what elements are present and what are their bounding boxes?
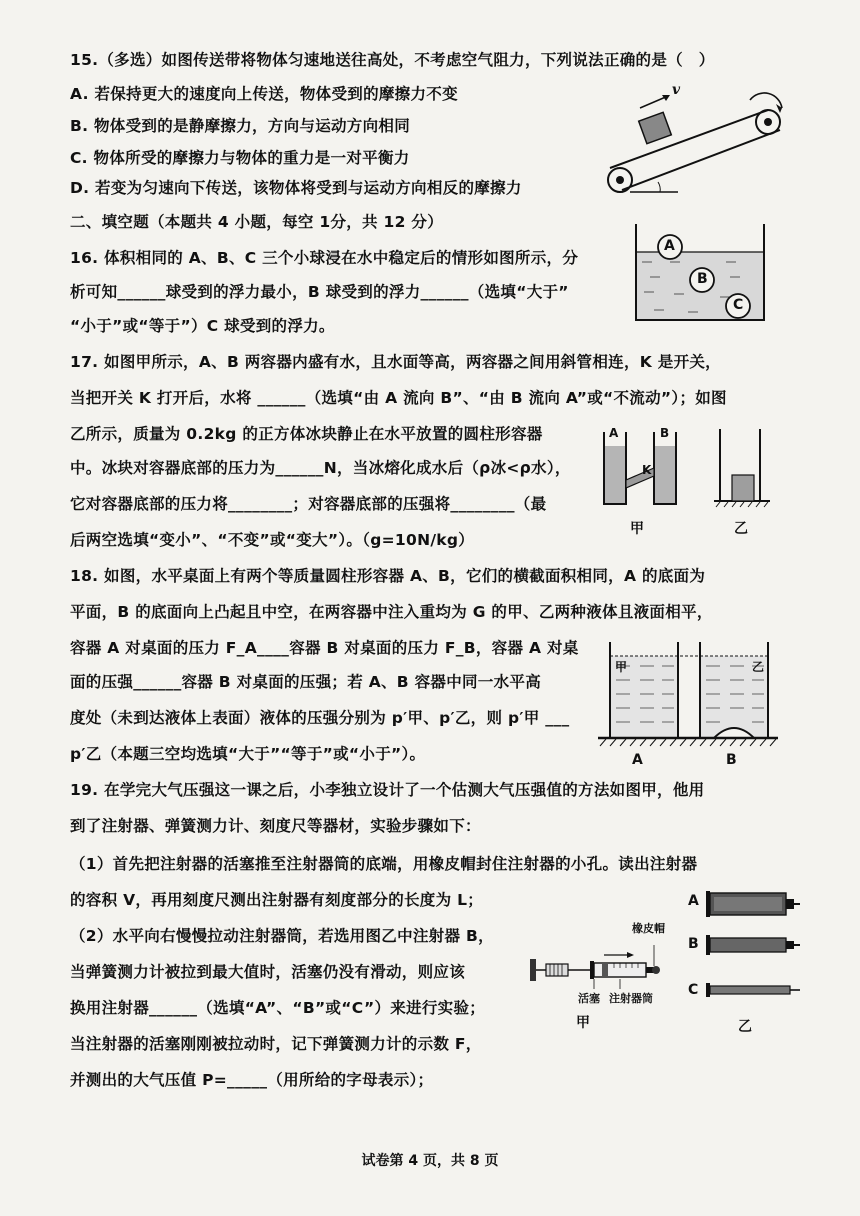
ball-c-label: C bbox=[733, 297, 744, 313]
liquid-jia-label: 甲 bbox=[615, 660, 628, 674]
q18-line-6: p′乙（本题三空均选填“大于”“等于”或“小于”）。 bbox=[70, 745, 426, 763]
liquid-yi-label: 乙 bbox=[752, 660, 765, 674]
ball-b-label: B bbox=[697, 271, 708, 287]
container-a-label: A bbox=[609, 426, 619, 440]
q19-line-2: 到了注射器、弹簧测力计、刻度尺等器材，实验步骤如下： bbox=[70, 817, 481, 835]
container-b-caption: B bbox=[726, 752, 737, 768]
q18-line-3: 容器 A 对桌面的压力 F_A____容器 B 对桌面的压力 F_B，容器 A 对桌 bbox=[70, 639, 579, 657]
q19-line-8: 当注射器的活塞刚刚被拉动时，记下弹簧测力计的示数 F， bbox=[70, 1035, 482, 1053]
q19-line-4: 的容积 V，再用刻度尺测出注射器有刻度部分的长度为 L； bbox=[70, 891, 484, 909]
container-b-label: B bbox=[660, 426, 670, 440]
q19-line-6: 当弹簧测力计被拉到最大值时，活塞仍没有滑动，则应该 bbox=[70, 963, 466, 981]
q15-option-a: A. 若保持更大的速度向上传送，物体受到的摩擦力不变 bbox=[70, 85, 458, 103]
q19-line-5: （2）水平向右慢慢拉动注射器筒，若选用图乙中注射器 B， bbox=[70, 927, 494, 945]
q15-option-c: C. 物体所受的摩擦力与物体的重力是一对平衡力 bbox=[70, 149, 410, 167]
q19-line-9: 并测出的大气压值 P=_____（用所给的字母表示）； bbox=[70, 1071, 434, 1089]
piston-label: 活塞 bbox=[578, 992, 600, 1005]
q17-line-5: 它对容器底部的压力将________；对容器底部的压强将________（最 bbox=[70, 495, 547, 513]
conveyor-belt-figure bbox=[600, 80, 785, 200]
page-footer: 试卷第 4 页，共 8 页 bbox=[361, 1153, 499, 1169]
q16-line-2: 析可知______球受到的浮力最小，B 球受到的浮力______（选填“大于” bbox=[70, 283, 569, 301]
q18-line-4: 面的压强______容器 B 对桌面的压强；若 A、B 容器中同一水平高 bbox=[70, 673, 542, 691]
syringes-abc-figure bbox=[702, 883, 802, 1008]
figure-yi-caption: 乙 bbox=[734, 521, 748, 537]
velocity-label: v bbox=[672, 82, 681, 98]
section-heading: 二、填空题（本题共 4 小题，每空 1分，共 12 分） bbox=[70, 213, 444, 231]
syringe-a-label: A bbox=[688, 893, 699, 909]
ice-container-figure bbox=[712, 425, 772, 510]
switch-k-label: K bbox=[642, 463, 652, 477]
q16-line-3: “小于”或“等于”）C 球受到的浮力。 bbox=[70, 317, 335, 335]
q18-line-1: 18. 如图，水平桌面上有两个等质量圆柱形容器 A、B，它们的横截面积相同，A 的底面为 bbox=[70, 567, 706, 585]
rubber-cap-label: 橡皮帽 bbox=[632, 922, 665, 935]
q17-line-6: 后两空选填“变小”、“不变”或“变大”）。（g=10N/kg） bbox=[70, 531, 475, 549]
q19-line-7: 换用注射器______（选填“A”、“B”或“C”）来进行实验； bbox=[70, 999, 486, 1017]
syringe-c-label: C bbox=[688, 982, 699, 998]
container-a-caption: A bbox=[632, 752, 643, 768]
figure-yi-caption-19: 乙 bbox=[738, 1019, 752, 1035]
q15-option-d: D. 若变为匀速向下传送，该物体将受到与运动方向相反的摩擦力 bbox=[70, 179, 522, 197]
q16-line-1: 16. 体积相同的 A、B、C 三个小球浸在水中稳定后的情形如图所示，分 bbox=[70, 249, 579, 267]
q17-line-1: 17. 如图甲所示，A、B 两容器内盛有水，且水面等高，两容器之间用斜管相连，K 是开关， bbox=[70, 353, 721, 371]
q18-line-2: 平面，B 的底面向上凸起且中空，在两容器中注入重均为 G 的甲、乙两种液体且液面相平， bbox=[70, 603, 713, 621]
q19-line-1: 19. 在学完大气压强这一课之后，小李独立设计了一个估测大气压强值的方法如图甲，他用 bbox=[70, 781, 705, 799]
q17-line-3: 乙所示，质量为 0.2kg 的正方体冰块静止在水平放置的圆柱形容器 bbox=[70, 425, 543, 443]
ball-a-label: A bbox=[664, 238, 675, 254]
barrel-label: 注射器筒 bbox=[609, 992, 653, 1005]
q17-line-2: 当把开关 K 打开后，水将 ______（选填“由 A 流向 B”、“由 B 流向 A”或“不流动”）；如图 bbox=[70, 389, 727, 407]
q15-option-b: B. 物体受到的是静摩擦力，方向与运动方向相同 bbox=[70, 117, 410, 135]
syringe-b-label: B bbox=[688, 936, 699, 952]
figure-jia-caption: 甲 bbox=[630, 521, 644, 537]
q15-title: 15.（多选）如图传送带将物体匀速地送往高处，不考虑空气阻力，下列说法正确的是（ ） bbox=[70, 51, 715, 69]
q18-line-5: 度处（未到达液体上表面）液体的压强分别为 p′甲、p′乙，则 p′甲 ___ bbox=[70, 709, 570, 727]
figure-jia-caption-19: 甲 bbox=[576, 1015, 590, 1031]
q19-line-3: （1）首先把注射器的活塞推至注射器筒的底端，用橡皮帽封住注射器的小孔。读出注射器 bbox=[70, 855, 698, 873]
q17-line-4: 中。冰块对容器底部的压力为______N，当冰熔化成水后（ρ冰<ρ水）， bbox=[70, 459, 571, 477]
two-containers-figure bbox=[596, 638, 780, 750]
